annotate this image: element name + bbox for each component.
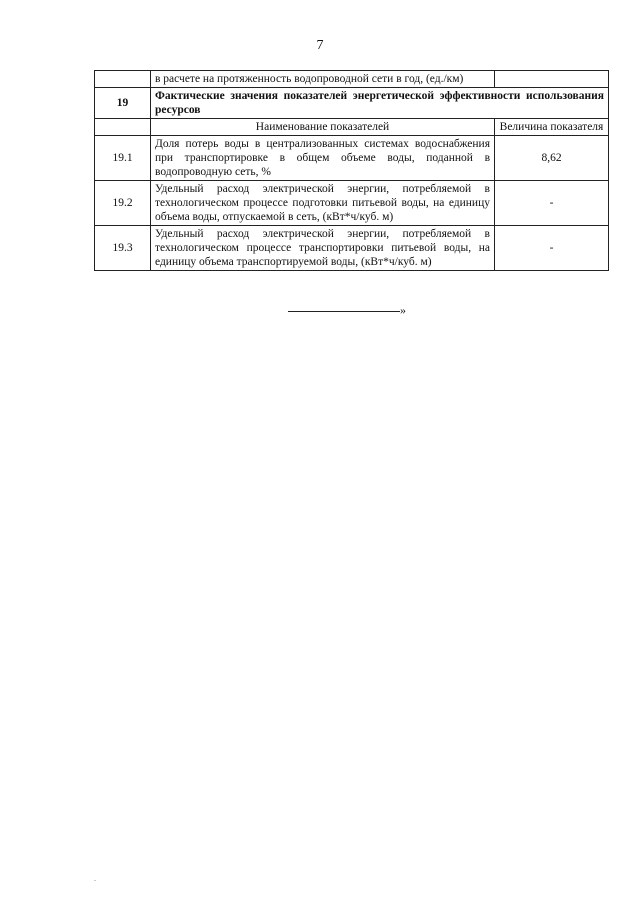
row-number: 19.1 (95, 136, 151, 181)
section-number: 19 (95, 88, 151, 119)
indicator-name: Удельный расход электрической энергии, потребляемой в технологическом процессе транспортировки питьевой воды, на единицу объема транспортируемой воды, (кВт*ч/куб. м) (151, 226, 495, 271)
section-header-row (95, 88, 609, 119)
table-row (95, 226, 609, 271)
column-header-name: Наименование показателей (151, 119, 495, 136)
row-number: 19.2 (95, 181, 151, 226)
indicator-value: - (495, 226, 609, 271)
section-title: Фактические значения показателей энергетической эффективности использования ресурсов (151, 88, 609, 119)
column-header-value: Величина показателя (495, 119, 609, 136)
indicator-value: 8,62 (495, 136, 609, 181)
closing-quote: » (400, 303, 406, 317)
indicator-value: - (495, 181, 609, 226)
row-number (95, 71, 151, 88)
row-number: 19.3 (95, 226, 151, 271)
table-row (95, 136, 609, 181)
table-row (95, 181, 609, 226)
column-header-number (95, 119, 151, 136)
indicator-name: в расчете на протяженность водопроводной сети в год, (ед./км) (151, 71, 495, 88)
page-number: 7 (316, 38, 324, 53)
column-header-row (95, 119, 609, 136)
indicator-name: Доля потерь воды в централизованных системах водоснабжения при транспортировке в общем объеме воды, поданной в водопроводную сеть, % (151, 136, 495, 181)
closing-underline (288, 311, 400, 312)
indicator-name: Удельный расход электрической энергии, потребляемой в технологическом процессе подготовки питьевой воды, на единицу объема воды, отпускаемой в сеть, (кВт*ч/куб. м) (151, 181, 495, 226)
footer-mark: . (94, 874, 96, 883)
indicators-table (94, 70, 609, 271)
closing-mark (288, 303, 438, 318)
indicator-value (495, 71, 609, 88)
table-row-continuation (95, 71, 609, 88)
